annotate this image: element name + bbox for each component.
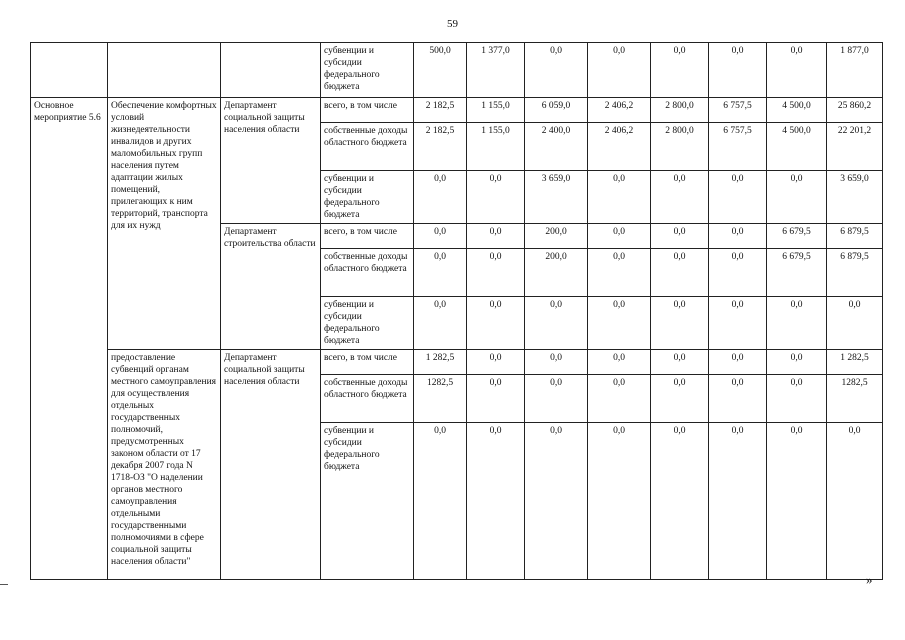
value-cell: 0,0 xyxy=(709,249,767,297)
value-cell: 0,0 xyxy=(588,249,651,297)
value-cell: 3 659,0 xyxy=(827,171,883,224)
value-cell: 2 182,5 xyxy=(414,123,467,171)
value-cell: 0,0 xyxy=(767,423,827,580)
value-cell: 0,0 xyxy=(767,297,827,350)
table-row xyxy=(31,98,883,123)
value-cell: 0,0 xyxy=(709,297,767,350)
value-cell: 4 500,0 xyxy=(767,123,827,171)
measure-cell: Основное мероприятие 5.6 xyxy=(31,98,108,580)
value-cell: 0,0 xyxy=(525,43,588,98)
value-cell: 0,0 xyxy=(467,350,525,375)
value-cell: 0,0 xyxy=(767,43,827,98)
value-cell: 0,0 xyxy=(651,171,709,224)
value-cell: 500,0 xyxy=(414,43,467,98)
value-cell: 1 282,5 xyxy=(414,350,467,375)
value-cell: 0,0 xyxy=(414,297,467,350)
value-cell: 25 860,2 xyxy=(827,98,883,123)
table-row xyxy=(31,43,883,98)
value-cell: 0,0 xyxy=(709,171,767,224)
value-cell: 0,0 xyxy=(414,171,467,224)
value-cell: 0,0 xyxy=(709,350,767,375)
executor-cell: Департамент строительства области xyxy=(221,224,321,350)
value-cell: 2 800,0 xyxy=(651,123,709,171)
value-cell: 6 757,5 xyxy=(709,98,767,123)
value-cell: 6 679,5 xyxy=(767,249,827,297)
funding-source-cell: субвенции и субсидии федерального бюджета xyxy=(321,423,414,580)
value-cell: 0,0 xyxy=(588,43,651,98)
value-cell: 0,0 xyxy=(525,297,588,350)
value-cell: 0,0 xyxy=(709,423,767,580)
value-cell: 2 182,5 xyxy=(414,98,467,123)
value-cell: 200,0 xyxy=(525,249,588,297)
value-cell: 0,0 xyxy=(651,43,709,98)
value-cell: 6 059,0 xyxy=(525,98,588,123)
value-cell: 0,0 xyxy=(709,224,767,249)
description-cell: предоставление субвенций органам местного самоуправления для осуществления отдельных государственных полномочий, предусмотренных законом области от 17 декабря 2007 года N 1718-ОЗ "О наделении органов местного самоуправления отдельными государственными полномочиями в сфере социальной защиты населения области" xyxy=(108,350,221,580)
value-cell: 0,0 xyxy=(588,375,651,423)
value-cell: 0,0 xyxy=(651,350,709,375)
value-cell: 2 400,0 xyxy=(525,123,588,171)
value-cell: 0,0 xyxy=(588,171,651,224)
value-cell: 0,0 xyxy=(827,423,883,580)
value-cell: 2 406,2 xyxy=(588,98,651,123)
value-cell: 0,0 xyxy=(588,350,651,375)
value-cell: 0,0 xyxy=(414,423,467,580)
value-cell: 0,0 xyxy=(467,171,525,224)
funding-source-cell: всего, в том числе xyxy=(321,224,414,249)
value-cell: 1 877,0 xyxy=(827,43,883,98)
value-cell: 200,0 xyxy=(525,224,588,249)
value-cell: 0,0 xyxy=(651,224,709,249)
funding-source-cell: всего, в том числе xyxy=(321,98,414,123)
value-cell: 2 800,0 xyxy=(651,98,709,123)
funding-source-cell: всего, в том числе xyxy=(321,350,414,375)
funding-source-cell: субвенции и субсидии федерального бюджета xyxy=(321,297,414,350)
value-cell: 0,0 xyxy=(525,423,588,580)
budget-table xyxy=(30,42,883,580)
value-cell: 0,0 xyxy=(467,297,525,350)
value-cell: 6 757,5 xyxy=(709,123,767,171)
margin-dash xyxy=(0,584,8,585)
value-cell: 0,0 xyxy=(767,375,827,423)
page-number: 59 xyxy=(447,18,458,30)
value-cell: 0,0 xyxy=(414,224,467,249)
funding-source-cell: собственные доходы областного бюджета xyxy=(321,249,414,297)
value-cell: 0,0 xyxy=(767,350,827,375)
measure-cell-empty xyxy=(31,43,108,98)
value-cell: 0,0 xyxy=(709,43,767,98)
value-cell: 0,0 xyxy=(414,249,467,297)
value-cell: 3 659,0 xyxy=(525,171,588,224)
value-cell: 0,0 xyxy=(467,423,525,580)
value-cell: 0,0 xyxy=(588,224,651,249)
value-cell: 0,0 xyxy=(651,375,709,423)
table-row xyxy=(31,350,883,375)
closing-quote-mark: » xyxy=(866,572,873,587)
value-cell: 1 377,0 xyxy=(467,43,525,98)
value-cell: 0,0 xyxy=(588,423,651,580)
funding-source-cell: собственные доходы областного бюджета xyxy=(321,375,414,423)
executor-cell: Департамент социальной защиты населения области xyxy=(221,350,321,580)
value-cell: 6 879,5 xyxy=(827,224,883,249)
value-cell: 6 879,5 xyxy=(827,249,883,297)
value-cell: 0,0 xyxy=(525,375,588,423)
value-cell: 0,0 xyxy=(651,297,709,350)
value-cell: 6 679,5 xyxy=(767,224,827,249)
value-cell: 0,0 xyxy=(525,350,588,375)
value-cell: 0,0 xyxy=(588,297,651,350)
value-cell: 0,0 xyxy=(709,375,767,423)
funding-source-cell: субвенции и субсидии федерального бюджета xyxy=(321,171,414,224)
value-cell: 1282,5 xyxy=(414,375,467,423)
value-cell: 0,0 xyxy=(467,224,525,249)
value-cell: 1 282,5 xyxy=(827,350,883,375)
value-cell: 0,0 xyxy=(651,249,709,297)
value-cell: 0,0 xyxy=(767,171,827,224)
description-cell-empty xyxy=(108,43,221,98)
value-cell: 4 500,0 xyxy=(767,98,827,123)
funding-source-cell: собственные доходы областного бюджета xyxy=(321,123,414,171)
value-cell: 1 155,0 xyxy=(467,98,525,123)
funding-source-cell: субвенции и субсидии федерального бюджета xyxy=(321,43,414,98)
value-cell: 1 155,0 xyxy=(467,123,525,171)
executor-cell-empty xyxy=(221,43,321,98)
value-cell: 0,0 xyxy=(467,375,525,423)
value-cell: 0,0 xyxy=(467,249,525,297)
value-cell: 2 406,2 xyxy=(588,123,651,171)
description-cell: Обеспечение комфортных условий жизнедеятельности инвалидов и других маломобильных групп населения путем адаптации жилых помещений, прилегающих к ним территорий, транспорта для их нужд xyxy=(108,98,221,350)
value-cell: 1282,5 xyxy=(827,375,883,423)
executor-cell: Департамент социальной защиты населения области xyxy=(221,98,321,224)
value-cell: 22 201,2 xyxy=(827,123,883,171)
value-cell: 0,0 xyxy=(827,297,883,350)
value-cell: 0,0 xyxy=(651,423,709,580)
